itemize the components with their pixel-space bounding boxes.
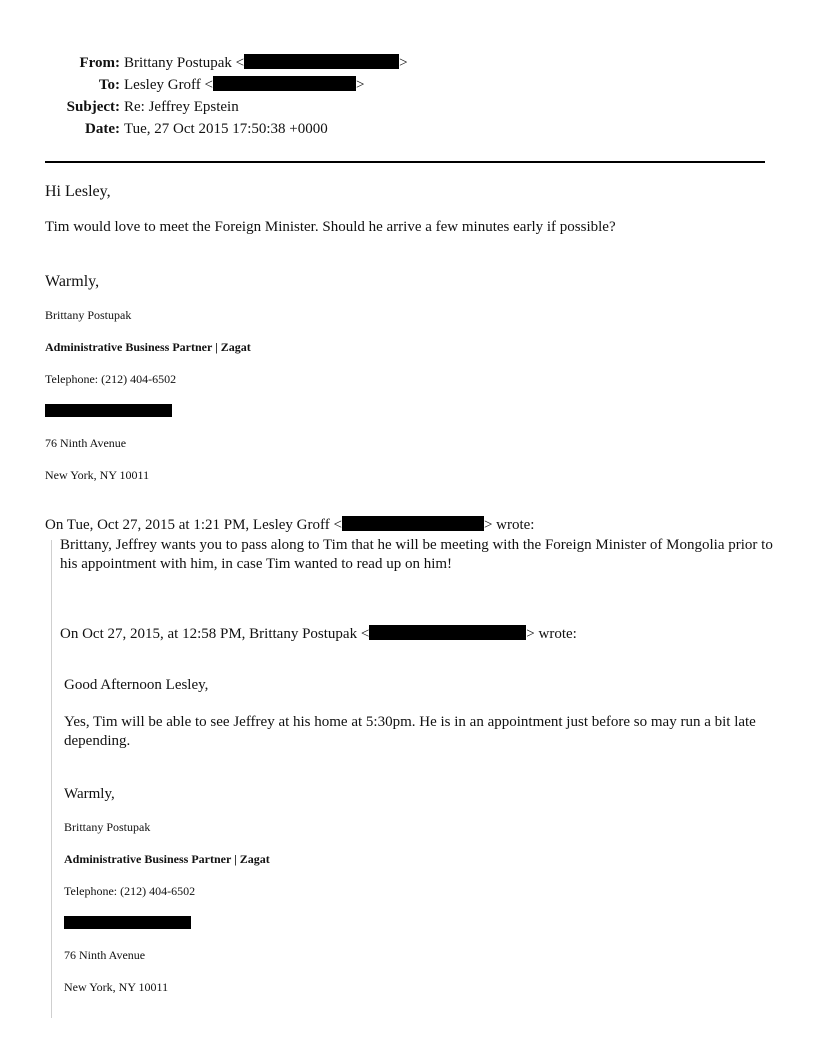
reply-body: Tim would love to meet the Foreign Minister. Should he arrive a few minutes early if possible? — [45, 219, 616, 235]
reply-signoff: Warmly, — [45, 273, 100, 290]
date-label: Date: — [85, 121, 120, 137]
quote2-signature-telephone: Telephone: (212) 404-6502 — [64, 884, 196, 898]
date-row — [0, 118, 816, 140]
quote2-attribution-suffix: > wrote: — [526, 626, 577, 642]
header-divider — [45, 161, 765, 163]
from-close: > — [399, 55, 408, 71]
quote2-signature-title: Administrative Business Partner | Zagat — [64, 852, 270, 866]
subject-label: Subject: — [66, 99, 120, 115]
reply-greeting: Hi Lesley, — [45, 183, 111, 200]
signature-address-2: New York, NY 10011 — [45, 468, 150, 482]
redacted-to-email — [213, 76, 356, 91]
quote2-signature-name: Brittany Postupak — [64, 820, 151, 834]
to-row — [0, 74, 816, 96]
redacted-quote2-email — [369, 625, 526, 640]
date-value: Tue, 27 Oct 2015 17:50:38 +0000 — [124, 121, 328, 137]
redacted-from-email — [244, 54, 399, 69]
quote2-attribution — [60, 625, 577, 643]
signature-telephone: Telephone: (212) 404-6502 — [45, 372, 177, 386]
to-label: To: — [98, 77, 120, 93]
quote2-greeting: Good Afternoon Lesley, — [64, 677, 209, 693]
from-row — [0, 52, 816, 74]
quote2-signoff: Warmly, — [64, 786, 115, 802]
quote1-body: Brittany, Jeffrey wants you to pass along to Tim that he will be meeting with the Foreign Minister of Mongolia prior to his appointment with him, in case Tim wanted to read up on him! — [60, 537, 773, 572]
email-header — [0, 52, 816, 140]
redacted-quote2-signature-line — [64, 916, 191, 929]
signature-title: Administrative Business Partner | Zagat — [45, 340, 251, 354]
subject-value: Re: Jeffrey Epstein — [124, 99, 239, 115]
from-name: Brittany Postupak < — [124, 55, 245, 71]
quote2-signature-address-1: 76 Ninth Avenue — [64, 948, 146, 962]
redacted-quote1-email — [342, 516, 484, 531]
to-close: > — [356, 77, 365, 93]
quote1-attribution — [45, 516, 534, 534]
redacted-signature-line — [45, 404, 172, 417]
quote2-body: Yes, Tim will be able to see Jeffrey at his home at 5:30pm. He is in an appointment just before so may run a bit late depending. — [64, 714, 756, 749]
signature-name: Brittany Postupak — [45, 308, 132, 322]
quote2-attribution-prefix: On Oct 27, 2015, at 12:58 PM, Brittany Postupak < — [60, 626, 370, 642]
signature-address-1: 76 Ninth Avenue — [45, 436, 127, 450]
quote1-attribution-suffix: > wrote: — [483, 517, 535, 533]
to-value — [124, 74, 364, 96]
subject-row — [0, 96, 816, 118]
to-name: Lesley Groff < — [124, 77, 213, 93]
quote1-attribution-prefix: On Tue, Oct 27, 2015 at 1:21 PM, Lesley Groff < — [45, 517, 342, 533]
from-value — [124, 52, 408, 74]
quote-bar — [51, 540, 52, 1018]
quote2-signature-address-2: New York, NY 10011 — [64, 980, 169, 994]
from-label: From: — [79, 55, 120, 71]
